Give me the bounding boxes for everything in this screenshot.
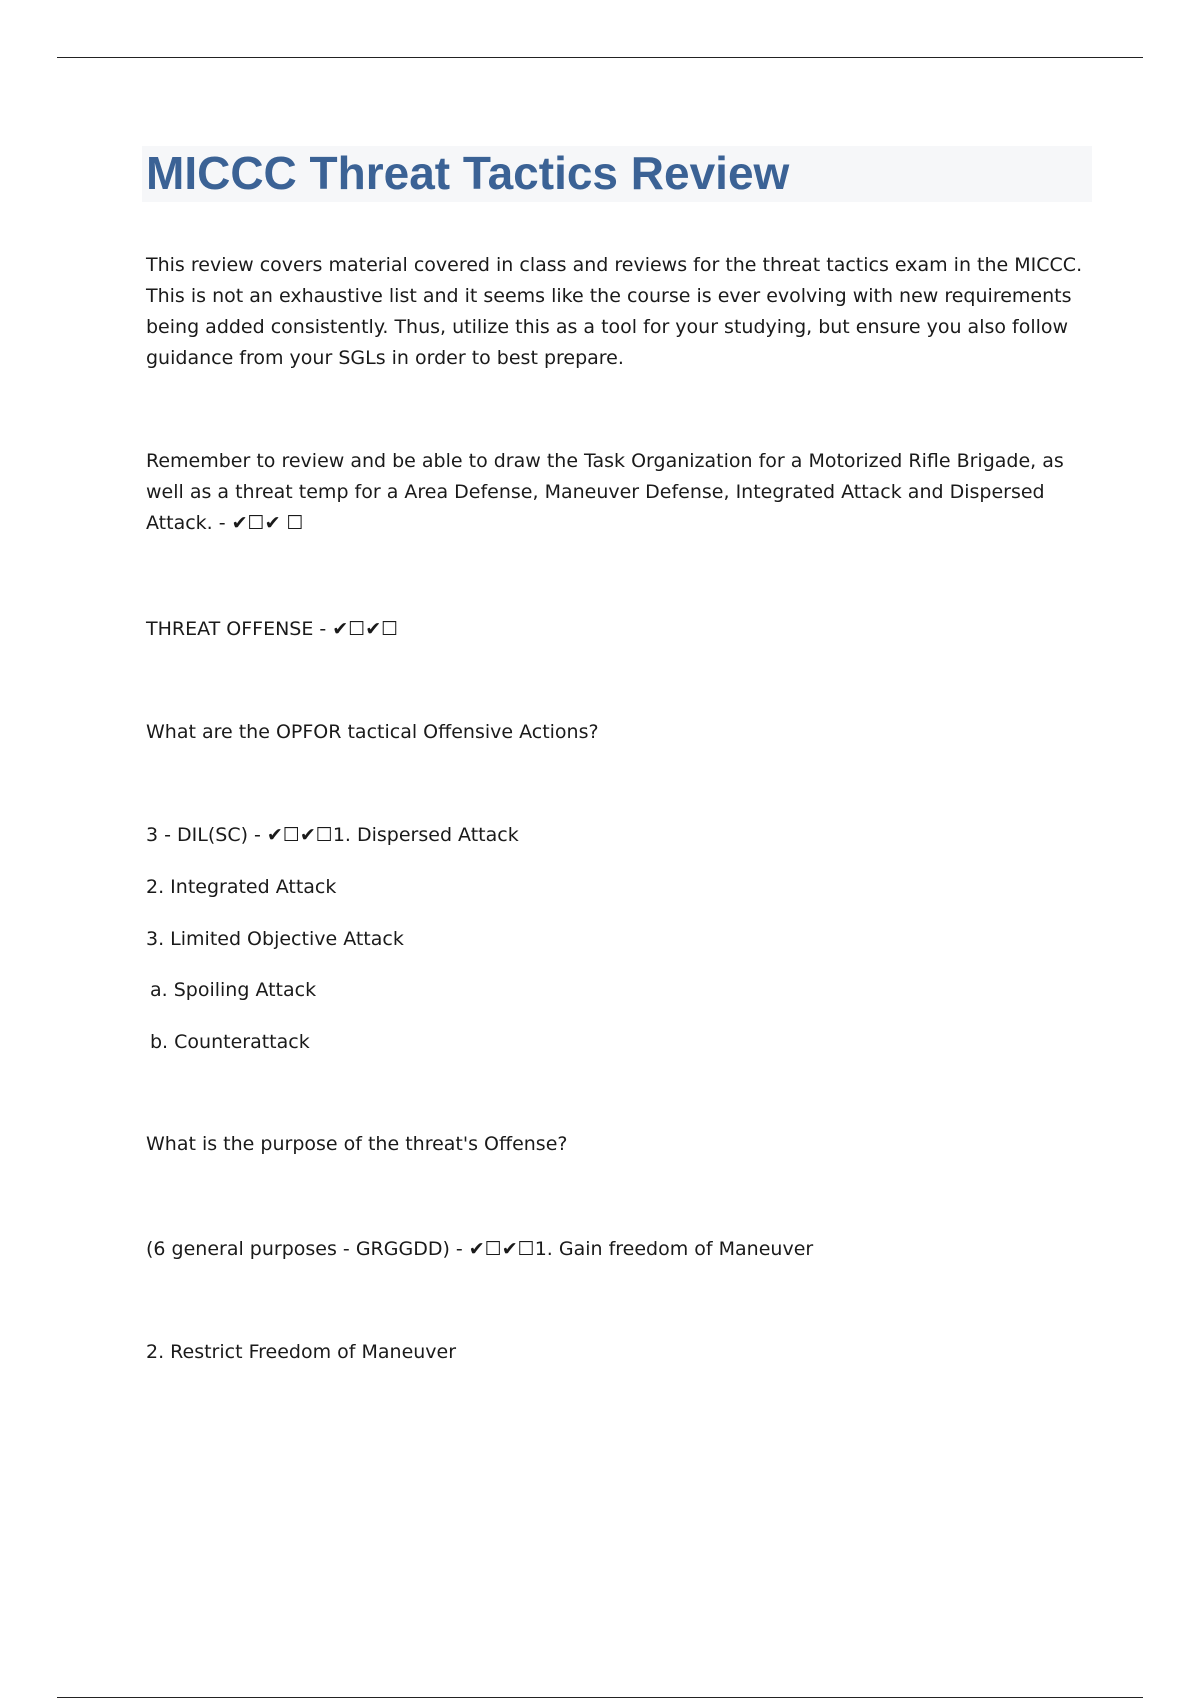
list-item: a. Spoiling Attack <box>150 979 317 1001</box>
reminder-paragraph: Remember to review and be able to draw the Task Organization for a Motorized Rifle Brigade, as well as a threat temp for a Area Defense, Maneuver Defense, Integrated Attack and Dispersed Attack. - ✔☐✔ ☐ <box>146 450 1064 534</box>
list-item: 2. Integrated Attack <box>146 876 337 898</box>
threat-offense-heading: THREAT OFFENSE - ✔☐✔☐ <box>146 618 399 640</box>
question-offense-purpose: What is the purpose of the threat's Offense? <box>146 1133 568 1155</box>
footer-rule <box>57 1697 1143 1698</box>
header-rule <box>57 57 1143 58</box>
answer-offensive-actions: 3 - DIL(SC) - ✔☐✔☐1. Dispersed Attack <box>146 824 519 846</box>
list-item: 2. Restrict Freedom of Maneuver <box>146 1341 457 1363</box>
list-item: 3. Limited Objective Attack <box>146 928 404 950</box>
list-item: b. Counterattack <box>150 1031 310 1053</box>
intro-paragraph: This review covers material covered in class and reviews for the threat tactics exam in the MICCC. This is not an exhaustive list and it seems like the course is ever evolving with new requirements being added consistently. Thus, utilize this as a tool for your studying, but ensure you also follow guidance from your SGLs in order to best prepare. <box>146 254 1083 369</box>
document-title: MICCC Threat Tactics Review <box>146 147 790 199</box>
question-offensive-actions: What are the OPFOR tactical Offensive Actions? <box>146 721 599 743</box>
answer-offense-purpose: (6 general purposes - GRGGDD) - ✔☐✔☐1. Gain freedom of Maneuver <box>146 1238 814 1260</box>
